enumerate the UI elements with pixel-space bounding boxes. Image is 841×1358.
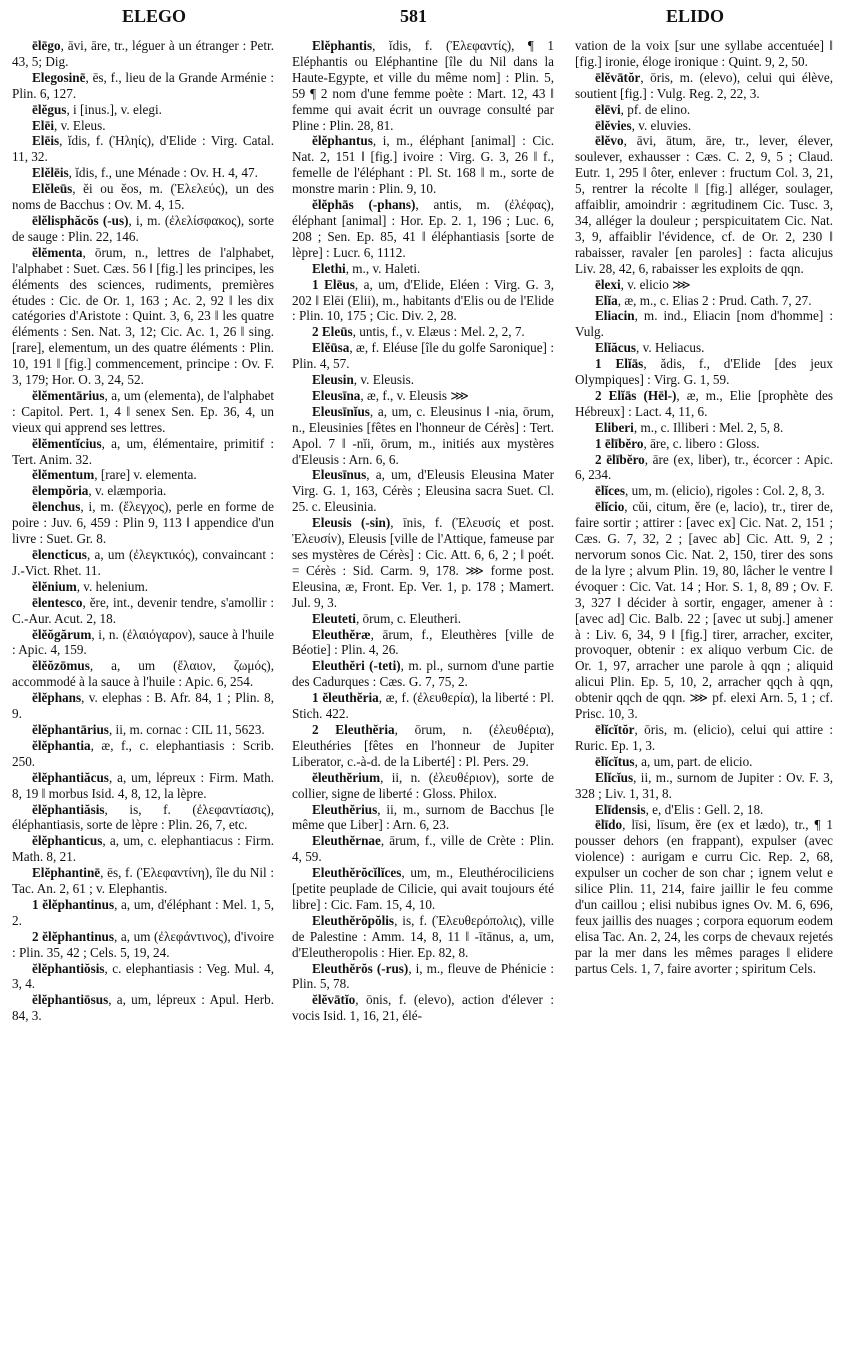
dictionary-entry: Elĭcĭus, ii, m., surnom de Jupiter : Ov. F. 3, 328 ; Liv. 1, 31, 8. bbox=[575, 769, 833, 801]
dictionary-entry: ēlēgo, āvi, āre, tr., léguer à un étranger : Petr. 43, 5; Dig. bbox=[12, 38, 274, 69]
dictionary-entry: ēlempŏria, v. elæmporia. bbox=[32, 483, 167, 499]
dictionary-entry: ĕlĕmentārius, a, um (elementa), de l'alphabet : Capitol. Pert. 1, 4 ‖ senex Sen. Ep. 36, 4, un vieux qui apprend ses lettres. bbox=[12, 387, 274, 435]
column-left bbox=[12, 38, 274, 1348]
dictionary-entry: Elĕphantis, ĭdis, f. (Ἐλεφαντίς), ¶ 1 Eléphantis ou Eléphantine [île du Nil dans la Haute-Egypte, et ville du même nom] : Plin. 5, 59 ¶ 2 nom d'une femme poète : Mart. 12, 43 ‖ femme qui avait écrit un ouvrage consulté par Pline : Plin. 28, 81. bbox=[292, 38, 554, 133]
dictionary-entry: ĕlĕphans, v. elephas : B. Afr. 84, 1 ; Plin. 8, 9. bbox=[12, 690, 274, 722]
dictionary-entry: Eleusīnus, a, um, d'Eleusis Eleusina Mater Virg. G. 1, 163, Cérès ; Eleusina sacra Suet. Cl. 25. c. Eleusinia. bbox=[292, 467, 554, 515]
dictionary-entry: ēlĕvo, āvi, ātum, āre, tr., lever, élever, soulever, exhausser : Cæs. C. 2, 9, 5 ; Claud. Eutr. 1, 295 ‖ ôter, enlever : fructum Col. 3, 21, 5, rentrer la récolte ‖ [fig.] alléger, soulager, affaiblir, amoindrir : ægritudinem Cic. Tusc. 3, 34, alléger la douleur ; perspicuitatem Cic. Nat. 3, 9, affaiblir l'évidence, cf. de Or. 2, 230 ‖ rabaisser, ravaler [en paroles] : facta alicujus Liv. 28, 42, 6, rabaisser les exploits de qqn. bbox=[575, 133, 833, 276]
dictionary-entry: 2 ĕlĕphantinus, a, um (ἐλεφάντινος), d'ivoire : Plin. 35, 42 ; Cels. 5, 19, 24. bbox=[12, 928, 274, 960]
dictionary-entry: Eleuthĕrŏcĭlĭces, um, m., Eleuthérociliciens [petite peuplade de Cilicie, qui avait toujours été libre] : Cic. Fam. 15, 4, 10. bbox=[292, 865, 554, 912]
dictionary-entry: Eleusīna, æ, f., v. Eleusis ⋙ bbox=[312, 387, 470, 403]
dictionary-entry: ĕlĕmentum, [rare] v. elementa. bbox=[32, 467, 197, 483]
dictionary-entry: ĕlĕphantiŏsis, c. elephantiasis : Veg. Mul. 4, 3, 4. bbox=[12, 960, 274, 992]
dictionary-entry: ēlexi, v. elicio ⋙ bbox=[595, 276, 691, 292]
column-middle bbox=[292, 38, 554, 1348]
dictionary-entry: Elĕphantinē, ēs, f. (Ἐλεφαντίνη), île du Nil : Tac. An. 2, 61 ; v. Elephantis. bbox=[12, 865, 274, 897]
dictionary-entry: Eleuthĕrŏpŏlis, is, f. (Ἐλευθερόπολις), ville de Palestine : Amm. 14, 8, 11 ‖ -ītānus, a, um, d'Eleutheropolis : Hier. Ep. 82, 8. bbox=[292, 912, 554, 960]
dictionary-entry: Elēi, v. Eleus. bbox=[32, 117, 106, 133]
column-right bbox=[575, 38, 833, 1348]
dictionary-entry: Elīdensis, e, d'Elis : Gell. 2, 18. bbox=[595, 801, 764, 817]
dictionary-entry: ĕlĕphantiăsis, is, f. (ἐλεφαντίασις), éléphantiasis, sorte de lèpre : Plin. 26, 7, etc. bbox=[12, 801, 274, 833]
dictionary-entry: ĕlĕmentĭcius, a, um, élémentaire, primitif : Tert. Anim. 32. bbox=[12, 435, 274, 467]
dictionary-entry: vation de la voix [sur une syllabe accentuée] ‖ [fig.] ironie, éloge ironique : Quint. 9, 2, 50. bbox=[575, 38, 833, 69]
dictionary-entry: Eleusin, v. Eleusis. bbox=[312, 372, 415, 388]
dictionary-entry: ēlĕvātŏr, ōris, m. (elevo), celui qui élève, soutient [fig.] : Vulg. Reg. 2, 22, 3. bbox=[575, 69, 833, 101]
dictionary-entry: ĕlĕŏzōmus, a, um (ἔλαιον, ζωμός), accommodé à la sauce à l'huile : Apic. 6, 254. bbox=[12, 658, 274, 690]
dictionary-entry: ĕlĕphās (-phans), antis, m. (ἐλέφας), éléphant [animal] : Hor. Ep. 2. 1, 196 ; Luc. 6, 208 ; Sen. Ep. 85, 41 ‖ éléphantiasis [sorte de lèpre] : Lucr. 6, 1112. bbox=[292, 197, 554, 260]
dictionary-entry: ēlĭcĭtus, a, um, part. de elicio. bbox=[595, 753, 753, 769]
dictionary-entry: ēlentesco, ĕre, int., devenir tendre, s'amollir : C.-Aur. Acut. 2, 18. bbox=[12, 594, 274, 626]
page-header bbox=[0, 6, 841, 34]
dictionary-entry: Eliacin, m. ind., Eliacin [nom d'homme] : Vulg. bbox=[575, 308, 833, 340]
dictionary-entry: Elĕleūs, ĕi ou ĕos, m. (Ἐλελεύς), un des noms de Bacchus : Ov. M. 4, 15. bbox=[12, 181, 274, 213]
dictionary-entry: Eleuthĕrnae, ārum, f., ville de Crète : Plin. 4, 59. bbox=[292, 833, 554, 865]
dictionary-entry: ēlencticus, a, um (ἐλεγκτικός), convaincant : J.-Vict. Rhet. 11. bbox=[12, 547, 274, 578]
dictionary-entry: ĕlĕphanticus, a, um, c. elephantiacus : Firm. Math. 8, 21. bbox=[12, 833, 274, 865]
running-head-right: ELIDO bbox=[666, 6, 725, 26]
dictionary-entry: Eleuteti, ōrum, c. Eleutheri. bbox=[312, 610, 462, 626]
dictionary-entry: 1 ēlībĕro, āre, c. libero : Gloss. bbox=[595, 435, 760, 451]
dictionary-entry: Eleuthĕri (-teti), m. pl., surnom d'une partie des Cadurques : Cæs. G. 7, 75, 2. bbox=[292, 658, 554, 690]
dictionary-entry: Elēis, ĭdis, f. (Ἠληίς), d'Elide : Virg. Catal. 11, 32. bbox=[12, 133, 274, 165]
dictionary-entry: ēlēvi, pf. de elino. bbox=[595, 101, 691, 117]
dictionary-entry: ēlĭces, um, m. (elicio), rigoles : Col. 2, 8, 3. bbox=[595, 483, 825, 499]
dictionary-entry: ĕlĕvātĭo, ōnis, f. (elevo), action d'élever : vocis Isid. 1, 16, 21, élé- bbox=[292, 992, 554, 1024]
page-number: 581 bbox=[400, 6, 427, 26]
dictionary-entry: Eleuthĕræ, ārum, f., Eleuthères [ville de Béotie] : Plin. 4, 26. bbox=[292, 626, 554, 658]
dictionary-entry: ēlīdo, līsi, līsum, ĕre (ex et lædo), tr., ¶ 1 pousser dehors (en frappant), expulser (avec violence) : aurigam e curru Cic. Rep. 2, 68, expulser un cocher de son char ; ignem velut e silice Plin. 11, 214, faire jaillir le feu comme d'un caillou ; elisi nubibus ignes Ov. M. 6, 696, feux jaillis des nuages ; corpora equorum eodem elisa Tac. An. 2, 24, les corps de chevaux rejetés par la mer dans les mêmes parages ‖ elidere partus Cels. 1, 7, faire avorter ; spiritum Cels. bbox=[575, 817, 833, 976]
dictionary-entry: ĕlĕphantia, æ, f., c. elephantiasis : Scrib. 250. bbox=[12, 737, 274, 769]
dictionary-entry: Elĕūsa, æ, f. Eléuse [île du golfe Saronique] : Plin. 4, 57. bbox=[292, 340, 554, 372]
dictionary-entry: Eleusīnĭus, a, um, c. Eleusinus ‖ -nia, ōrum, n., Eleusinies [fêtes en l'honneur de Cérès] : Tert. Apol. 7 ‖ -nĭi, ōrum, m., initiés aux mystères d'Eleusis : Arn. 6, 6. bbox=[292, 403, 554, 467]
dictionary-entry: Elĭa, æ, m., c. Elias 2 : Prud. Cath. 7, 27. bbox=[595, 292, 812, 308]
dictionary-entry: Eliberi, m., c. Illiberi : Mel. 2, 5, 8. bbox=[595, 419, 784, 435]
dictionary-entry: Elethi, m., v. Haleti. bbox=[312, 260, 421, 276]
dictionary-entry: ēlĕvies, v. eluvies. bbox=[595, 117, 692, 133]
dictionary-entry: ĕlĕphantiăcus, a, um, lépreux : Firm. Math. 8, 19 ‖ morbus Isid. 4, 8, 12, la lèpre. bbox=[12, 769, 274, 801]
dictionary-entry: Elĕlēis, ĭdis, f., une Ménade : Ov. H. 4, 47. bbox=[32, 165, 258, 181]
dictionary-entry: ēlĕlisphăcŏs (-us), i, m. (ἐλελίσφακος), sorte de sauge : Plin. 22, 146. bbox=[12, 212, 274, 244]
dictionary-entry: ēlĭcio, cŭi, citum, ĕre (e, lacio), tr., tirer de, faire sortir ; attirer : [avec ex] Cic. Nat. 2, 151 ; Cæs. G. 7, 32, 2 ; [avec ab] Cic. Att. 9, 2 ; nervorum sonos Cic. Nat. 2, 150, tirer des sons de la lyre ; alvum Plin. 19, 80, lâcher le ventre ‖ évoquer : Cic. Vat. 14 ; Hor. S. 1, 8, 89 ; Ov. F. 3, 327 ‖ décider à sortir, engager, amener à : [avec ad] Cic. Balb. 22 ; [avec ut subj.] amener à : Liv. 6, 34, 9 ‖ [fig.] tirer, arracher, exciter, provoquer, obtenir : ex aliquo verbum Cic. de Or. 1, 97, arracher une parole à qqn ; aliquid alicui Plin. Ep. 5, 10, 2, arracher qqch à qqn, obtenir qqch de qqn. ⋙ pf. elexi Arn. 5, 1 ; cf. Prisc. 10, 3. bbox=[575, 499, 833, 722]
dictionary-entry: 1 Elēus, a, um, d'Elide, Eléen : Virg. G. 3, 202 ‖ Elēi (Elii), m., habitants d'Elis ou de l'Elide : Plin. 10, 175 ; Cic. Div. 2, 28. bbox=[292, 276, 554, 324]
dictionary-entry: ĕlĕmenta, ōrum, n., lettres de l'alphabet, l'alphabet : Suet. Cæs. 56 ‖ [fig.] les principes, les éléments des sciences, rudiments, premières études : Cic. de Or. 1, 163 ; Ac. 2, 92 ‖ les dix catégories d'Aristote : Quint. 3, 6, 23 ‖ les quatre éléments : Sen. Nat. 3, 12; Cic. Ac. 1, 26 ‖ sing. [rare], elementum, un des quatre éléments : Plin. 10, 191 ‖ [fig.] commencement, principe : Ov. F. 3, 179; Hor. O. 3, 24, 52. bbox=[12, 244, 274, 388]
dictionary-entry: Eleuthĕrŏs (-rus), i, m., fleuve de Phénicie : Plin. 5, 78. bbox=[292, 960, 554, 992]
dictionary-entry: ĕlĕŏgărum, i, n. (ἐλαιόγαρον), sauce à l'huile : Apic. 4, 159. bbox=[12, 626, 274, 658]
dictionary-entry: Elegosinē, ēs, f., lieu de la Grande Arménie : Plin. 6, 127. bbox=[12, 69, 274, 101]
dictionary-entry: 2 Elĭās (Hēl-), æ, m., Elie [prophète des Hébreux] : Lact. 4, 11, 6. bbox=[575, 387, 833, 419]
dictionary-entry: ēlĭcĭtŏr, ōris, m. (elicio), celui qui attire : Ruric. Ep. 1, 3. bbox=[575, 721, 833, 753]
dictionary-entry: ēlenchus, i, m. (ἔλεγχος), perle en forme de poire : Juv. 6, 459 : Plin 9, 113 ‖ appendice d'un livre : Suet. Gr. 8. bbox=[12, 499, 274, 547]
dictionary-entry: ĕleuthĕrium, ii, n. (ἐλευθέριον), sorte de collier, signe de liberté : Gloss. Philox. bbox=[292, 769, 554, 801]
dictionary-entry: 2 Eleūs, untis, f., v. Elæus : Mel. 2, 2, 7. bbox=[312, 324, 525, 340]
dictionary-entry: ēlĕgus, i [inus.], v. elegi. bbox=[32, 101, 162, 117]
dictionary-entry: 1 ĕlĕphantinus, a, um, d'éléphant : Mel. 1, 5, 2. bbox=[12, 896, 274, 928]
dictionary-entry: 1 ĕleuthĕria, æ, f. (ἐλευθερία), la liberté : Pl. Stich. 422. bbox=[292, 690, 554, 722]
dictionary-entry: ĕlĕphantiōsus, a, um, lépreux : Apul. Herb. 84, 3. bbox=[12, 992, 274, 1024]
dictionary-entry: ĕlĕnium, v. helenium. bbox=[32, 578, 148, 594]
running-head-left: ELEGO bbox=[122, 6, 187, 26]
dictionary-entry: ĕlĕphantārius, ii, m. cornac : CIL 11, 5623. bbox=[32, 721, 265, 737]
dictionary-entry: Eleusis (-sin), īnis, f. (Ἐλευσίς et post. Ἐλευσίν), Eleusis [ville de l'Attique, fameuse par ses mystères de Cérès] : Cic. Att. 6, 6, 2 ; ‖ poét. = Cérès : Sid. Carm. 9, 178. ⋙ forme post. Eleusina, æ, Front. Ep. Ver. 1, p. 178 ; Mamert. Jul. 9, 3. bbox=[292, 515, 554, 610]
dictionary-entry: 1 Elĭās, ădis, f., d'Elide [des jeux Olympiques] : Virg. G. 1, 59. bbox=[575, 356, 833, 388]
dictionary-entry: 2 Eleuthĕria, ōrum, n. (ἐλευθέρια), Eleuthéries [fêtes en l'honneur de Jupiter Liberator, c.-à-d. de la Liberté] : Pl. Pers. 29. bbox=[292, 721, 554, 769]
dictionary-entry: Elĭăcus, v. Heliacus. bbox=[595, 340, 705, 356]
dictionary-entry: Eleuthĕrius, ii, m., surnom de Bacchus [le même que Liber] : Arn. 6, 23. bbox=[292, 801, 554, 833]
dictionary-entry: ĕlĕphantus, i, m., éléphant [animal] : Cic. Nat. 2, 151 ‖ [fig.] ivoire : Virg. G. 3, 26 ‖ f., femelle de l'éléphant : Pl. St. 168 ‖ m., sorte de monstre marin : Plin. 9, 10. bbox=[292, 133, 554, 197]
dictionary-entry: 2 ēlībĕro, āre (ex, liber), tr., écorcer : Apic. 6, 234. bbox=[575, 451, 833, 483]
